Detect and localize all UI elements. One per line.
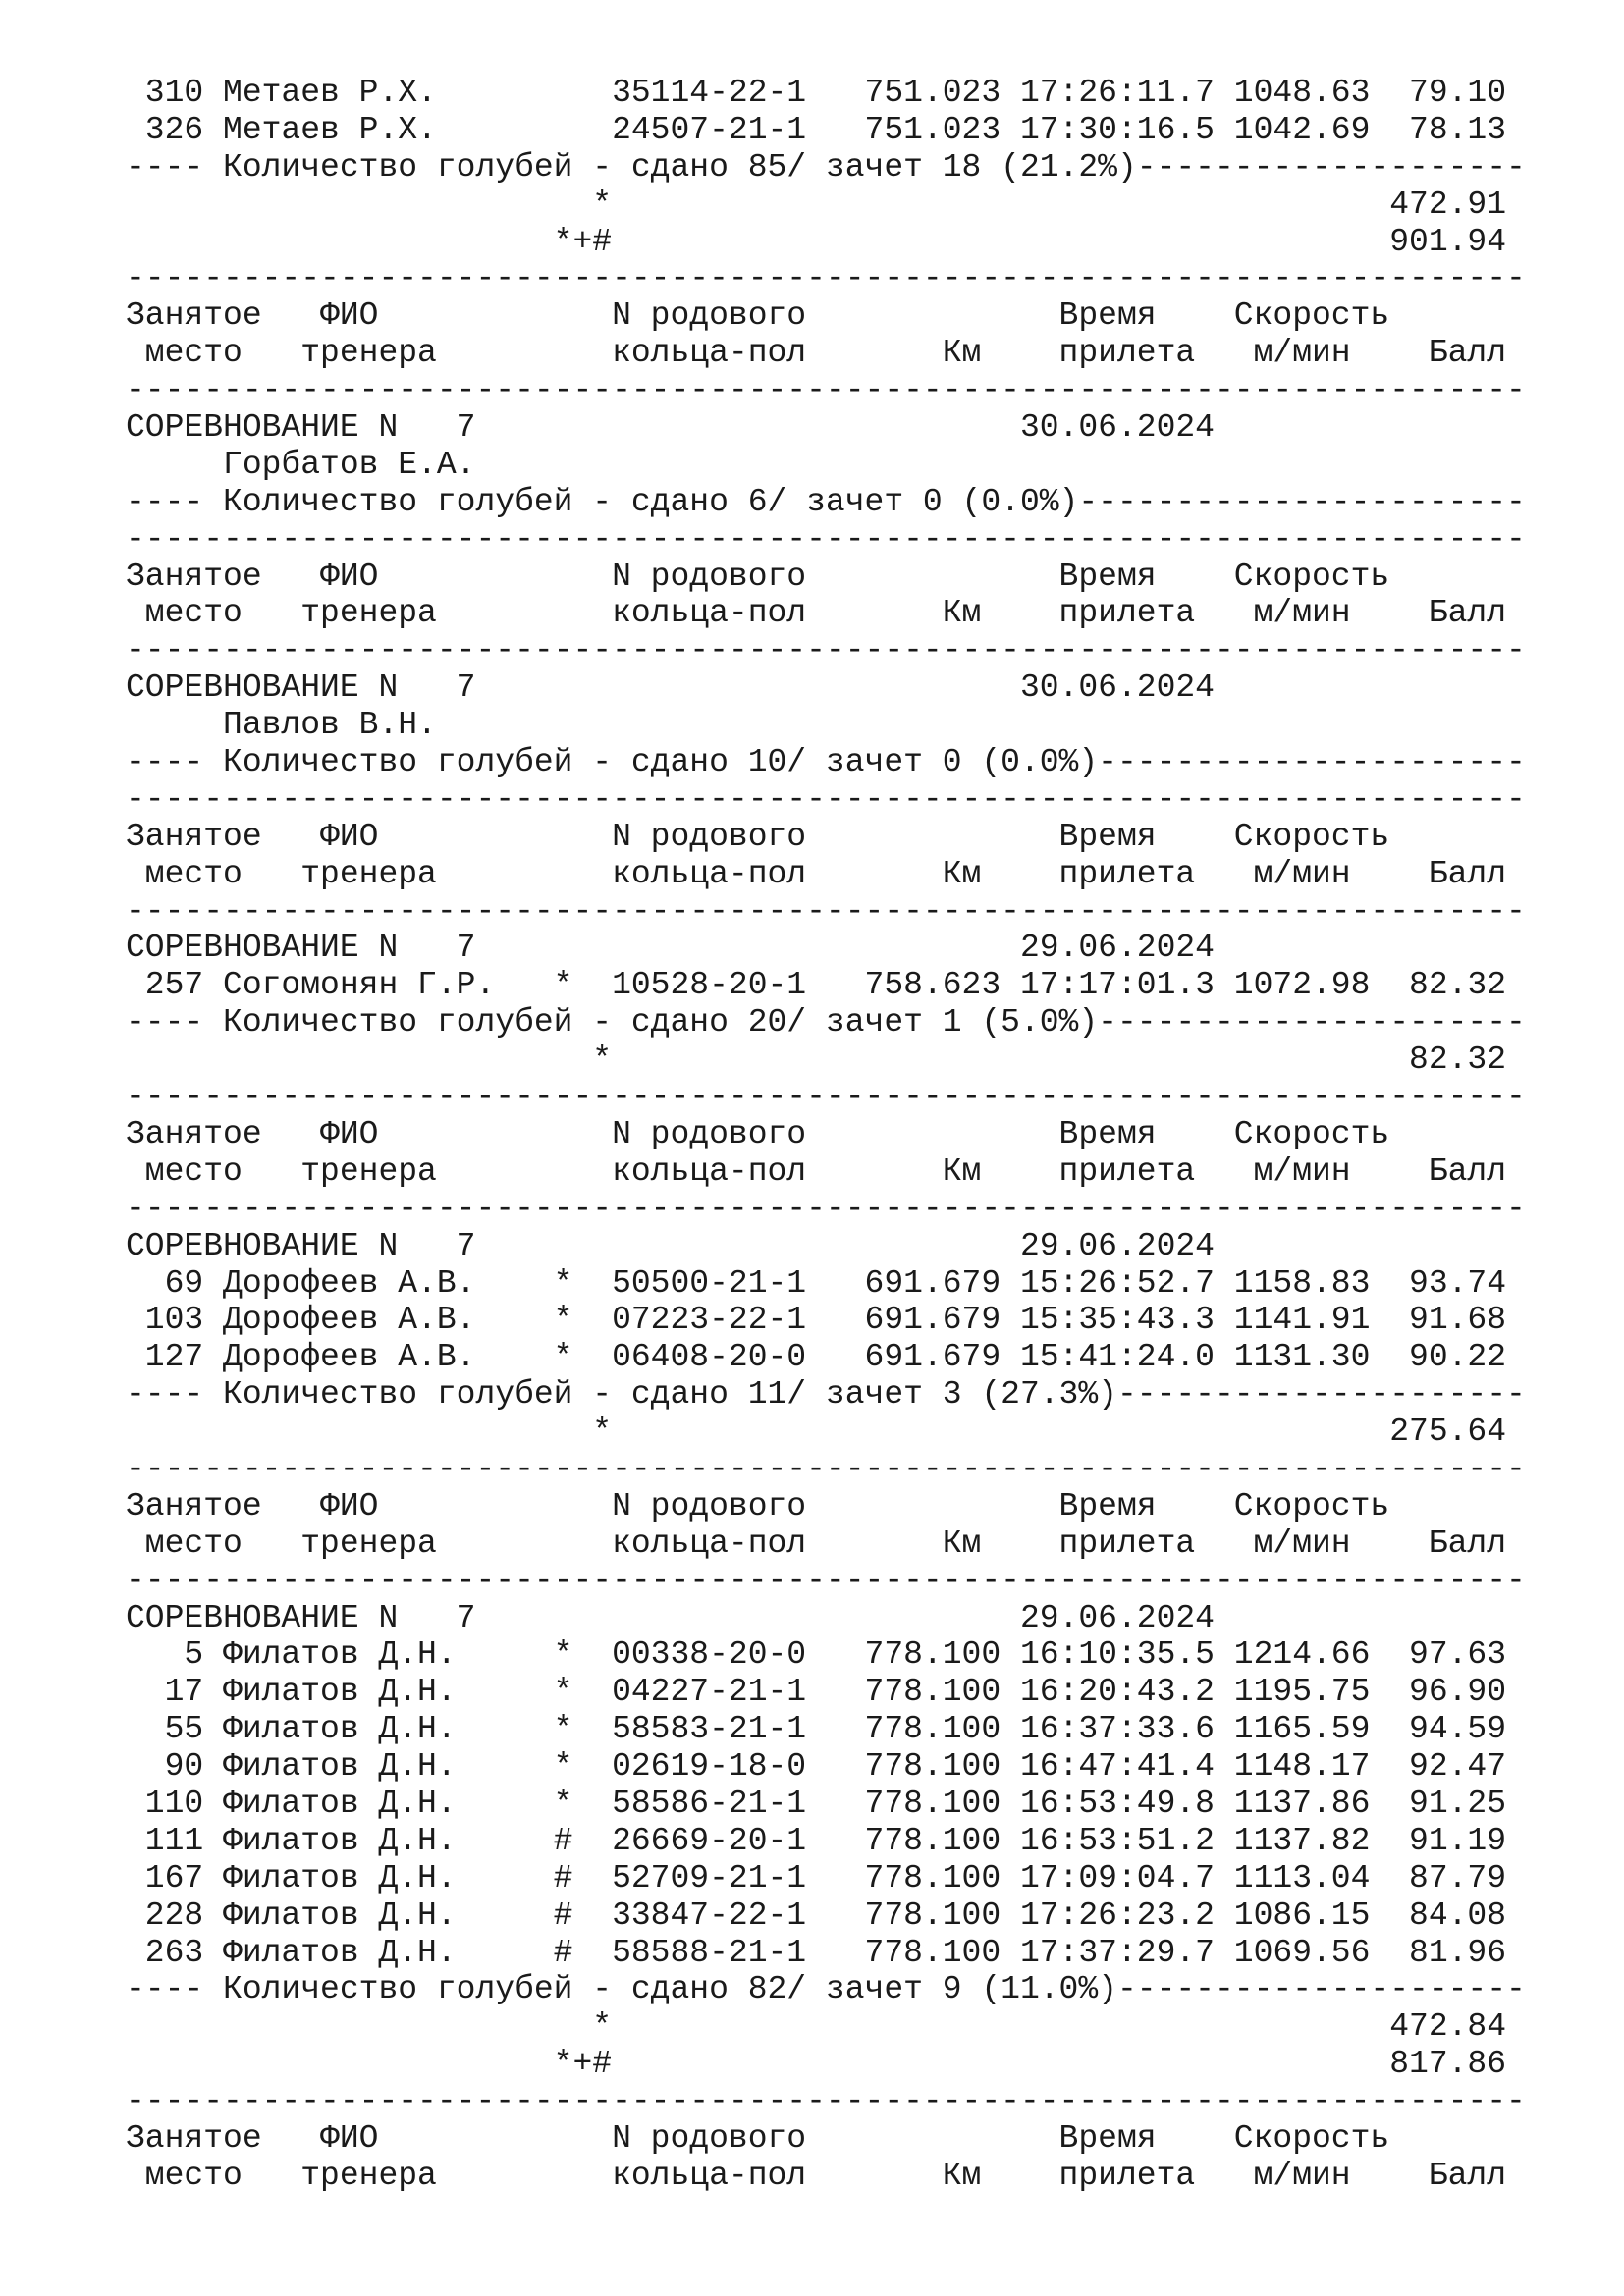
report-line: 110 Филатов Д.Н. * 58586-21-1 778.100 16:53:49.8 1137.86 91.25 — [126, 1785, 1507, 1822]
report-line: место тренера кольца-пол Км прилета м/мин Балл — [126, 1152, 1507, 1190]
report-line: ---- Количество голубей - сдано 85/ зачет 18 (21.2%)-------------------- — [126, 148, 1526, 186]
report-line: 263 Филатов Д.Н. # 58588-21-1 778.100 17:37:29.7 1069.56 81.96 — [126, 1934, 1507, 1971]
report-line: 90 Филатов Д.Н. * 02619-18-0 778.100 16:47:41.4 1148.17 92.47 — [126, 1748, 1507, 1786]
report-line: 257 Согомонян Г.Р. * 10528-20-1 758.623 17:17:01.3 1072.98 82.32 — [126, 967, 1507, 1004]
report-line: 310 Метаев Р.Х. 35114-22-1 751.023 17:26:11.7 1048.63 79.10 — [126, 75, 1507, 111]
report-line: Занятое ФИО N родового Время Скорость — [126, 2119, 1390, 2157]
report-line: ---- Количество голубей - сдано 6/ зачет 0 (0.0%)----------------------- — [126, 483, 1526, 520]
report-line: ------------------------------------------------------------------------ — [126, 520, 1526, 558]
report-line: 127 Дорофеев А.В. * 06408-20-0 691.679 15:41:24.0 1131.30 90.22 — [126, 1339, 1507, 1376]
report-line: СОРЕВНОВАНИЕ N 7 29.06.2024 — [126, 1227, 1215, 1264]
report-line: 103 Дорофеев А.В. * 07223-22-1 691.679 15:35:43.3 1141.91 91.68 — [126, 1302, 1507, 1339]
report-line: Горбатов Е.А. — [126, 446, 476, 483]
report-line: 5 Филатов Д.Н. * 00338-20-0 778.100 16:10:35.5 1214.66 97.63 — [126, 1636, 1507, 1674]
report-line: * 275.64 — [126, 1414, 1507, 1451]
report-line: 326 Метаев Р.Х. 24507-21-1 751.023 17:30:16.5 1042.69 78.13 — [126, 111, 1507, 148]
report-line: Павлов В.Н. — [126, 707, 437, 744]
report-line: ------------------------------------------------------------------------ — [126, 1079, 1526, 1116]
report-line: 55 Филатов Д.Н. * 58583-21-1 778.100 16:37:33.6 1165.59 94.59 — [126, 1711, 1507, 1748]
report-line: ------------------------------------------------------------------------ — [126, 1562, 1526, 1599]
report-line: *+# 817.86 — [126, 2046, 1507, 2083]
report-line: 111 Филатов Д.Н. # 26669-20-1 778.100 16:53:51.2 1137.82 91.19 — [126, 1822, 1507, 1859]
report-line: ---- Количество голубей - сдано 20/ зачет 1 (5.0%)---------------------- — [126, 1004, 1526, 1041]
report-line: место тренера кольца-пол Км прилета м/мин Балл — [126, 335, 1507, 372]
report-line: Занятое ФИО N родового Время Скорость — [126, 297, 1390, 335]
report-line: место тренера кольца-пол Км прилета м/мин Балл — [126, 2157, 1507, 2194]
report-line: Занятое ФИО N родового Время Скорость — [126, 1115, 1390, 1152]
report-line: ------------------------------------------------------------------------ — [126, 260, 1526, 297]
report-line: Занятое ФИО N родового Время Скорость — [126, 818, 1390, 855]
report-line: * 472.91 — [126, 186, 1507, 223]
report-line: 228 Филатов Д.Н. # 33847-22-1 778.100 17:26:23.2 1086.15 84.08 — [126, 1896, 1507, 1934]
report-line: ------------------------------------------------------------------------ — [126, 1190, 1526, 1227]
report-line: СОРЕВНОВАНИЕ N 7 30.06.2024 — [126, 669, 1215, 707]
report-line: СОРЕВНОВАНИЕ N 7 30.06.2024 — [126, 409, 1215, 447]
report-line: * 82.32 — [126, 1041, 1507, 1079]
report-line: место тренера кольца-пол Км прилета м/мин Балл — [126, 1524, 1507, 1562]
report-line: ---- Количество голубей - сдано 11/ зачет 3 (27.3%)--------------------- — [126, 1376, 1526, 1414]
report-line: Занятое ФИО N родового Время Скорость — [126, 558, 1390, 595]
report-line: место тренера кольца-пол Км прилета м/мин Балл — [126, 595, 1507, 632]
report-line: *+# 901.94 — [126, 223, 1507, 260]
report-line: ---- Количество голубей - сдано 10/ зачет 0 (0.0%)---------------------- — [126, 744, 1526, 781]
report-line: 17 Филатов Д.Н. * 04227-21-1 778.100 16:20:43.2 1195.75 96.90 — [126, 1674, 1507, 1711]
report-line: место тренера кольца-пол Км прилета м/мин Балл — [126, 855, 1507, 892]
report-line: СОРЕВНОВАНИЕ N 7 29.06.2024 — [126, 930, 1215, 967]
report-line: ---- Количество голубей - сдано 82/ зачет 9 (11.0%)--------------------- — [126, 1971, 1526, 2008]
report-line: ------------------------------------------------------------------------ — [126, 780, 1526, 818]
report-line: 167 Филатов Д.Н. # 52709-21-1 778.100 17:09:04.7 1113.04 87.79 — [126, 1859, 1507, 1896]
report-line: СОРЕВНОВАНИЕ N 7 29.06.2024 — [126, 1599, 1215, 1636]
report-line: 69 Дорофеев А.В. * 50500-21-1 691.679 15:26:52.7 1158.83 93.74 — [126, 1264, 1507, 1302]
report-line: ------------------------------------------------------------------------ — [126, 892, 1526, 930]
report-line: Занятое ФИО N родового Время Скорость — [126, 1487, 1390, 1524]
report-line: ------------------------------------------------------------------------ — [126, 372, 1526, 409]
report-line: ------------------------------------------------------------------------ — [126, 1450, 1526, 1487]
report-line: * 472.84 — [126, 2008, 1507, 2046]
report-line: ------------------------------------------------------------------------ — [126, 632, 1526, 669]
report-line: ------------------------------------------------------------------------ — [126, 2083, 1526, 2120]
